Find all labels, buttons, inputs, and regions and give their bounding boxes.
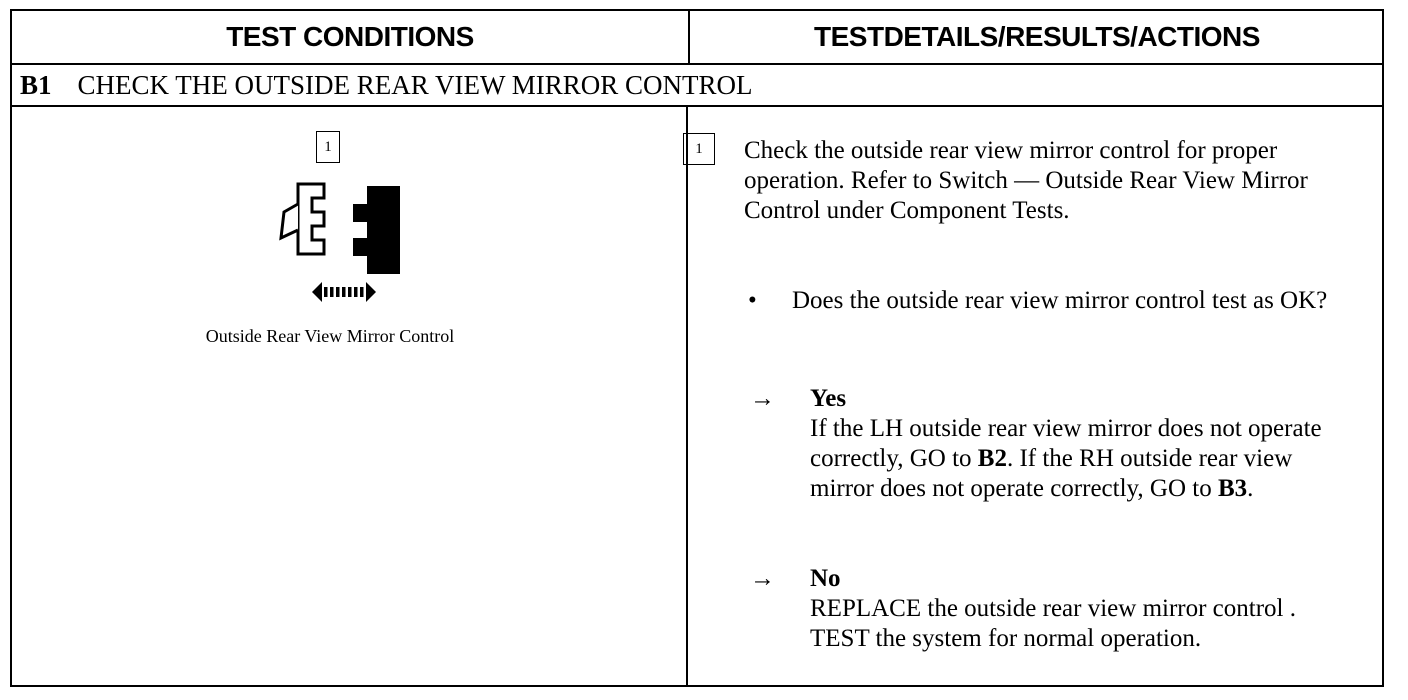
illustration-caption: Outside Rear View Mirror Control bbox=[205, 326, 455, 346]
section-title-row bbox=[20, 65, 753, 105]
bullet-icon: • bbox=[748, 287, 757, 314]
step-number-box-left: 1 bbox=[316, 131, 340, 163]
step-ref-b3: B3 bbox=[1217, 475, 1248, 502]
test-question: Does the outside rear view mirror control test as OK? bbox=[792, 287, 1328, 314]
answer-yes bbox=[810, 384, 1360, 504]
answer-no-label: No bbox=[810, 565, 841, 592]
step-number-box-right: 1 bbox=[683, 133, 715, 165]
answer-no bbox=[810, 564, 1360, 654]
arrow-right-icon: → bbox=[750, 565, 775, 592]
header-test-conditions: TEST CONDITIONS bbox=[226, 21, 474, 52]
section-title: CHECK THE OUTSIDE REAR VIEW MIRROR CONTROL bbox=[77, 69, 753, 100]
answer-no-text: REPLACE the outside rear view mirror control . TEST the system for normal operation. bbox=[810, 595, 1296, 652]
arrow-right-icon: → bbox=[750, 385, 775, 412]
mirror-control-switch-icon bbox=[262, 170, 402, 310]
answer-yes-text: If the LH outside rear view mirror does not operate correctly, GO to B2. If the RH outside rear view mirror does not operate correctly, GO to B3. bbox=[810, 415, 1322, 502]
step-ref-b2: B2 bbox=[977, 445, 1007, 472]
section-id: B1 bbox=[20, 69, 52, 100]
step-instruction: Check the outside rear view mirror control for proper operation. Refer to Switch — Outside Rear View Mirror Control under Component Tests. bbox=[744, 137, 1308, 224]
section-divider bbox=[12, 105, 1382, 107]
answer-yes-label: Yes bbox=[810, 385, 847, 412]
column-divider-body bbox=[686, 107, 688, 685]
header-test-details: TESTDETAILS/RESULTS/ACTIONS bbox=[814, 21, 1260, 52]
